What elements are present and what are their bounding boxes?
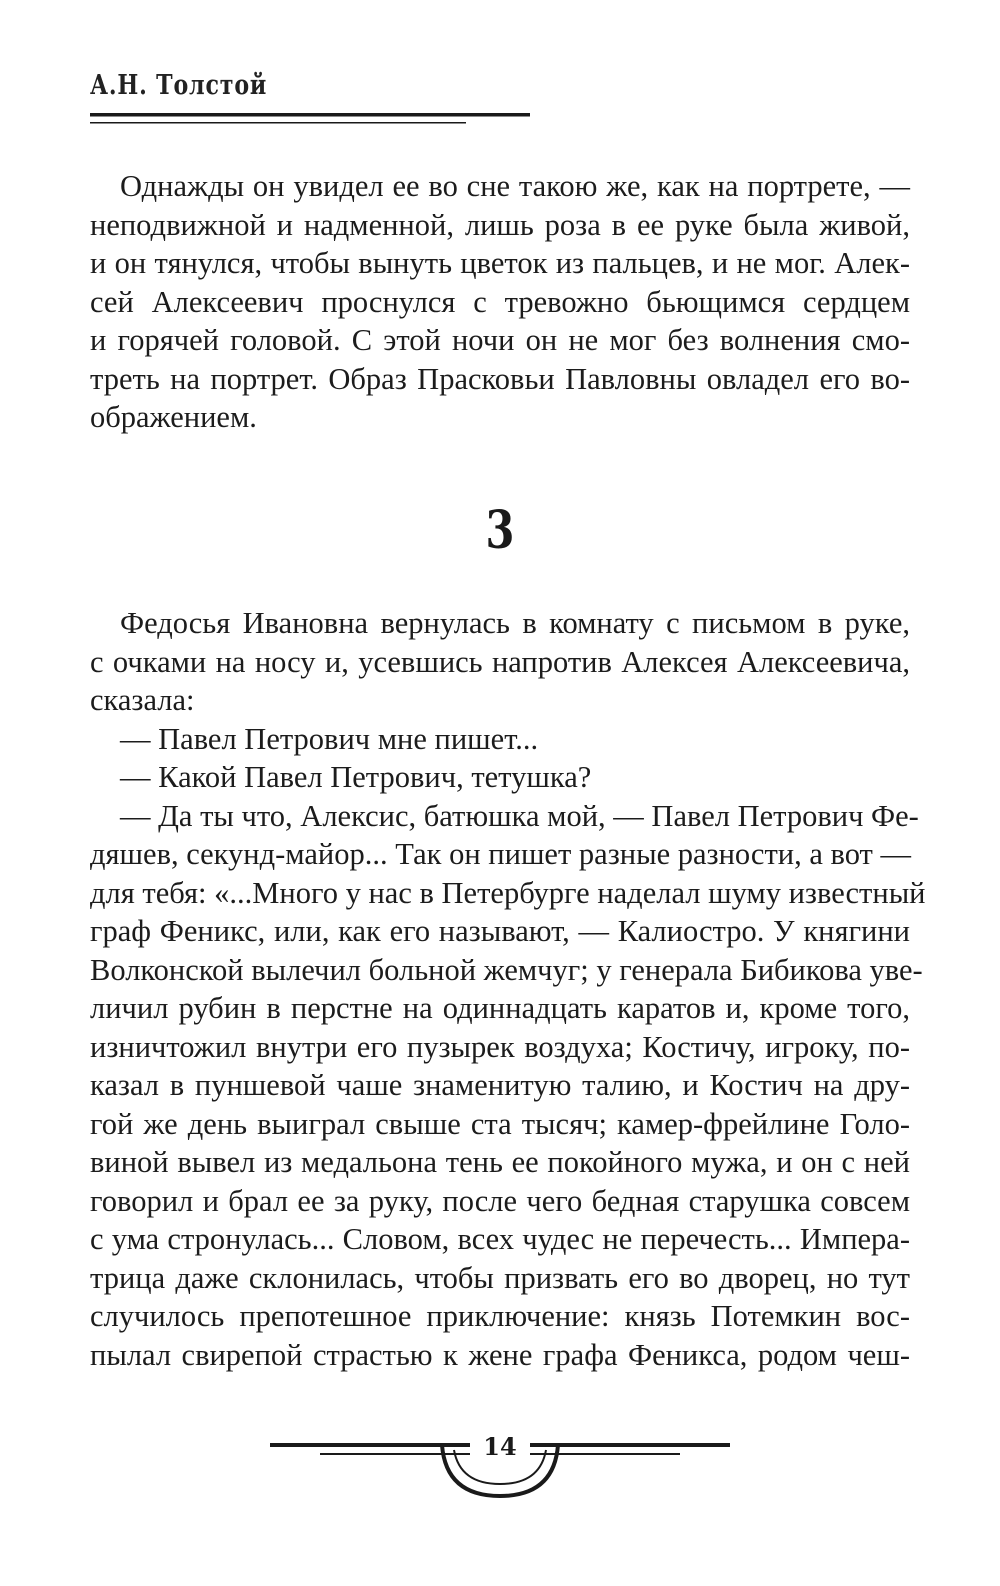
header-rule-thick	[90, 113, 530, 117]
text-line: случилось препотешное приключение: князь Потемкин вос-	[90, 1299, 910, 1333]
text-line: Волконской вылечил больной жемчуг; у генерала Бибикова уве-	[90, 952, 923, 987]
text-line: — Да ты что, Алексис, батюшка мой, — Павел Петрович Фе-	[120, 798, 919, 833]
text-line: с очками на носу и, усевшись напротив Алексея Алексеевича,	[90, 644, 910, 679]
text-line: изничтожил внутри его пузырек воздуха; Костичу, игроку, по-	[90, 1029, 910, 1064]
text-line: и он тянулся, чтобы вынуть цветок из пальцев, и не мог. Алек-	[90, 246, 910, 280]
text-line: с ума стронулась... Словом, всех чудес не перечесть... Импера-	[90, 1222, 910, 1256]
header-rule-ornament	[90, 113, 530, 129]
text-line: граф Феникс, или, как его называют, — Калиостро. У княгини	[90, 914, 910, 948]
text-line: личил рубин в перстне на одиннадцать каратов и, кроме того,	[90, 991, 910, 1025]
text-line: говорил и брал ее за руку, после чего бедная старушка совсем	[90, 1183, 910, 1218]
text-line: сей Алексеевич проснулся с тревожно бьющимся сердцем	[90, 284, 910, 319]
text-line: треть на портрет. Образ Прасковьи Павловны овладел его во-	[90, 361, 910, 396]
text-line: Федосья Ивановна вернулась в комнату с письмом в руке,	[120, 606, 910, 640]
text-line: дяшев, секунд-майор... Так он пишет разные разности, а вот —	[90, 837, 911, 871]
page-number: 14	[483, 1432, 517, 1461]
text-line: ображением.	[90, 400, 257, 434]
chapter-body	[90, 604, 926, 1374]
text-line: неподвижной и надменной, лишь роза в ее руке была живой,	[90, 207, 910, 242]
dialogue-line: — Павел Петрович мне пишет...	[120, 721, 539, 756]
running-head-author: А.Н. Толстой	[90, 70, 268, 101]
text-line: сказала:	[90, 683, 195, 717]
chapter-number: 3	[485, 500, 515, 561]
header-rule-thin	[90, 122, 466, 124]
text-line: казал в пуншевой чаше знаменитую талию, и Костич на дру-	[90, 1068, 910, 1102]
text-line: Однажды он увидел ее во сне такою же, как на портрете, —	[120, 169, 910, 203]
text-line: трица даже склонилась, чтобы призвать его во дворец, но тут	[90, 1260, 910, 1295]
text-line: и горячей головой. С этой ночи он не мог без волнения смо-	[90, 323, 910, 357]
text-line: для тебя: «...Много у нас в Петербурге наделал шуму известный	[90, 875, 926, 910]
dialogue-line: — Какой Павел Петрович, тетушка?	[120, 760, 592, 794]
text-line: гой же день выиграл свыше ста тысяч; камер-фрейлине Голо-	[90, 1106, 910, 1141]
text-line: виной вывел из медальона тень ее покойного мужа, и он с ней	[90, 1145, 910, 1179]
paragraph-dream	[90, 167, 910, 437]
text-line: пылал свирепой страстью к жене графа Феникса, родом чеш-	[90, 1337, 910, 1372]
